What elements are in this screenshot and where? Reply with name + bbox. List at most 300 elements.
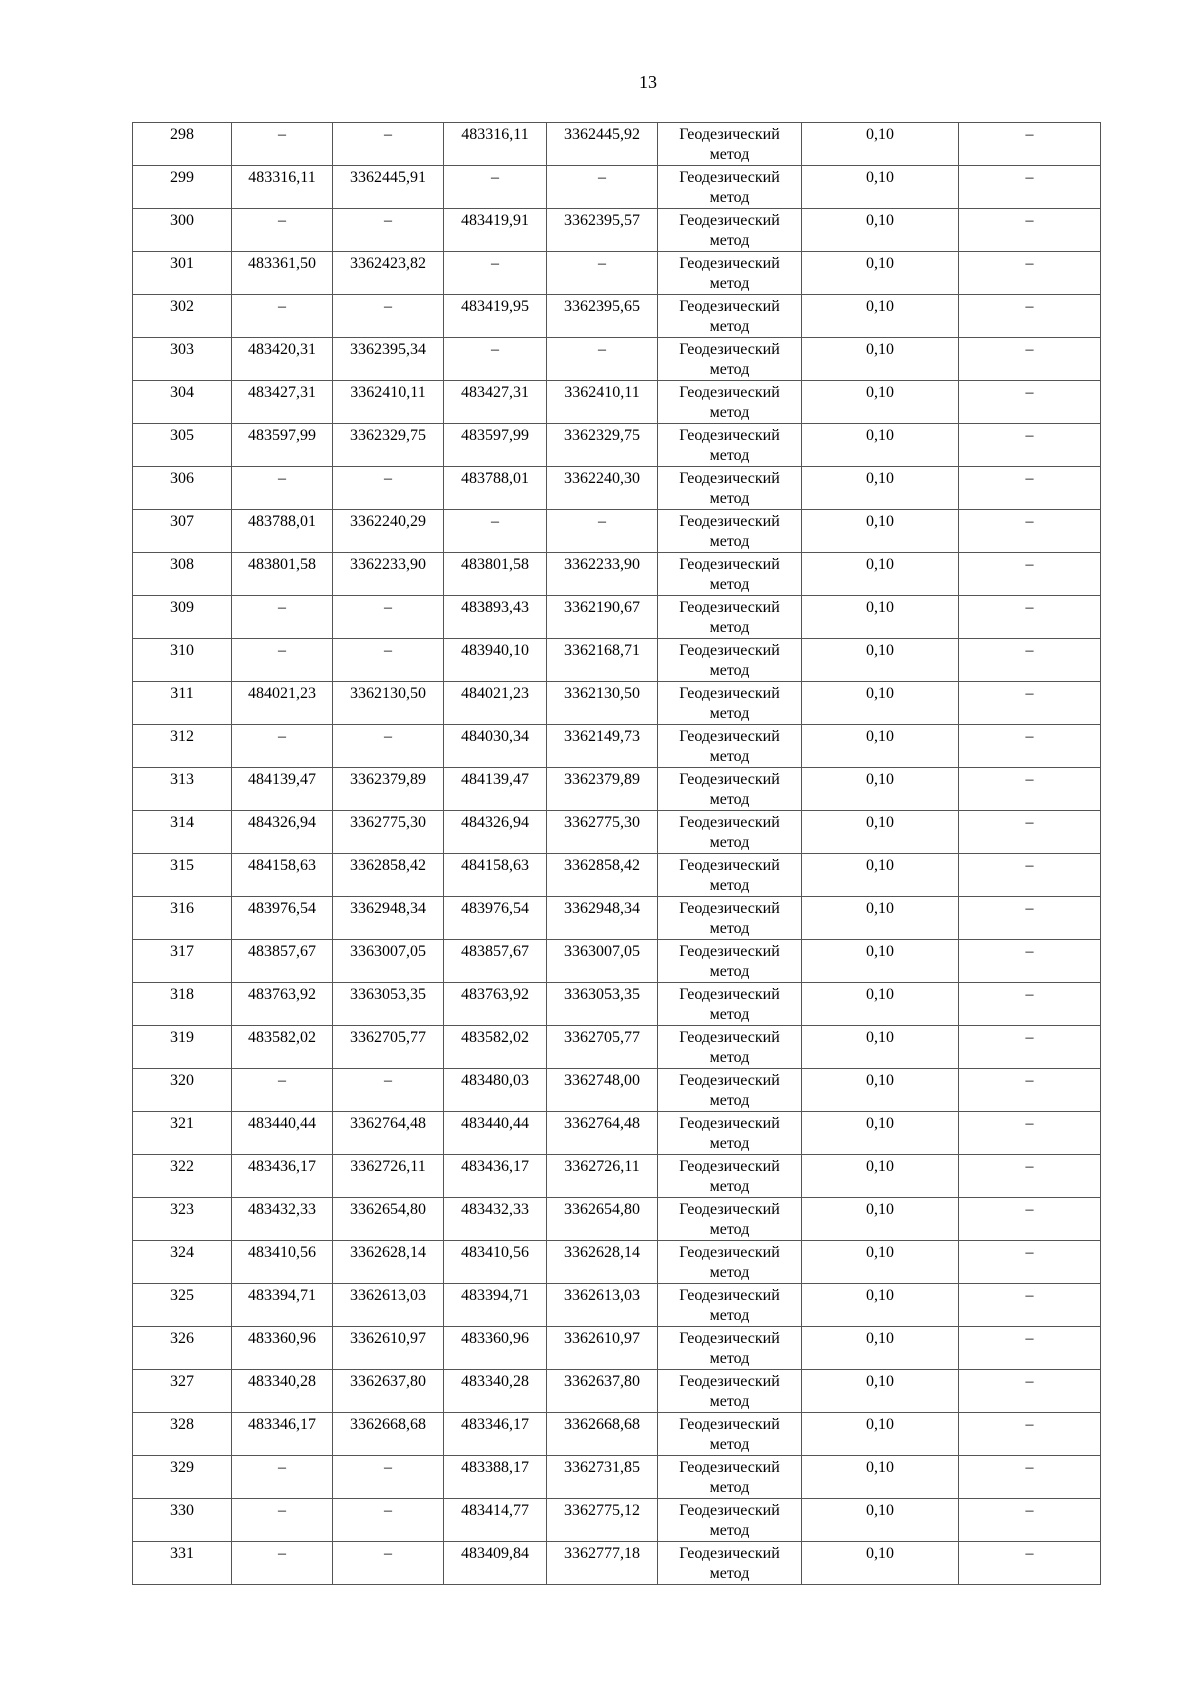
old-y-cell: 3362948,34 bbox=[333, 897, 444, 940]
accuracy-cell: 0,10 bbox=[802, 510, 959, 553]
new-y-cell: 3362654,80 bbox=[547, 1198, 658, 1241]
accuracy-cell: 0,10 bbox=[802, 768, 959, 811]
new-x-cell: 483419,91 bbox=[444, 209, 547, 252]
old-x-cell: 483597,99 bbox=[232, 424, 333, 467]
old-y-cell: – bbox=[333, 1456, 444, 1499]
old-y-cell: – bbox=[333, 725, 444, 768]
method-cell: Геодезический метод bbox=[658, 424, 802, 467]
new-x-cell: 483409,84 bbox=[444, 1542, 547, 1585]
table-row bbox=[133, 1284, 1101, 1327]
method-cell: Геодезический метод bbox=[658, 1112, 802, 1155]
old-y-cell: – bbox=[333, 123, 444, 166]
description-cell: – bbox=[959, 1499, 1101, 1542]
accuracy-cell: 0,10 bbox=[802, 295, 959, 338]
new-x-cell: 483597,99 bbox=[444, 424, 547, 467]
accuracy-cell: 0,10 bbox=[802, 1198, 959, 1241]
new-x-cell: 483801,58 bbox=[444, 553, 547, 596]
new-y-cell: 3362705,77 bbox=[547, 1026, 658, 1069]
old-x-cell: 483763,92 bbox=[232, 983, 333, 1026]
method-cell: Геодезический метод bbox=[658, 553, 802, 596]
table-row bbox=[133, 1026, 1101, 1069]
description-cell: – bbox=[959, 1542, 1101, 1585]
old-y-cell: – bbox=[333, 467, 444, 510]
table-row bbox=[133, 1499, 1101, 1542]
table-row bbox=[133, 854, 1101, 897]
method-cell: Геодезический метод bbox=[658, 854, 802, 897]
old-x-cell: – bbox=[232, 1499, 333, 1542]
accuracy-cell: 0,10 bbox=[802, 467, 959, 510]
description-cell: – bbox=[959, 1198, 1101, 1241]
new-x-cell: 483432,33 bbox=[444, 1198, 547, 1241]
method-cell: Геодезический метод bbox=[658, 897, 802, 940]
new-x-cell: – bbox=[444, 166, 547, 209]
description-cell: – bbox=[959, 381, 1101, 424]
method-cell: Геодезический метод bbox=[658, 166, 802, 209]
point-number-cell: 324 bbox=[133, 1241, 232, 1284]
point-number-cell: 311 bbox=[133, 682, 232, 725]
point-number-cell: 300 bbox=[133, 209, 232, 252]
method-cell: Геодезический метод bbox=[658, 381, 802, 424]
method-cell: Геодезический метод bbox=[658, 209, 802, 252]
new-x-cell: 483857,67 bbox=[444, 940, 547, 983]
old-x-cell: 483427,31 bbox=[232, 381, 333, 424]
point-number-cell: 304 bbox=[133, 381, 232, 424]
table-row bbox=[133, 983, 1101, 1026]
description-cell: – bbox=[959, 811, 1101, 854]
new-x-cell: 483388,17 bbox=[444, 1456, 547, 1499]
description-cell: – bbox=[959, 467, 1101, 510]
coordinates-table bbox=[132, 122, 1101, 1585]
new-y-cell: 3362329,75 bbox=[547, 424, 658, 467]
accuracy-cell: 0,10 bbox=[802, 1413, 959, 1456]
old-y-cell: 3362668,68 bbox=[333, 1413, 444, 1456]
accuracy-cell: 0,10 bbox=[802, 424, 959, 467]
description-cell: – bbox=[959, 338, 1101, 381]
old-x-cell: – bbox=[232, 1456, 333, 1499]
old-y-cell: – bbox=[333, 209, 444, 252]
method-cell: Геодезический метод bbox=[658, 1284, 802, 1327]
table-row bbox=[133, 1112, 1101, 1155]
old-x-cell: 483410,56 bbox=[232, 1241, 333, 1284]
description-cell: – bbox=[959, 1069, 1101, 1112]
old-x-cell: 483436,17 bbox=[232, 1155, 333, 1198]
accuracy-cell: 0,10 bbox=[802, 1026, 959, 1069]
method-cell: Геодезический метод bbox=[658, 1026, 802, 1069]
table-row bbox=[133, 940, 1101, 983]
description-cell: – bbox=[959, 725, 1101, 768]
accuracy-cell: 0,10 bbox=[802, 553, 959, 596]
new-y-cell: 3362948,34 bbox=[547, 897, 658, 940]
old-y-cell: 3362654,80 bbox=[333, 1198, 444, 1241]
description-cell: – bbox=[959, 854, 1101, 897]
point-number-cell: 316 bbox=[133, 897, 232, 940]
new-y-cell: 3362190,67 bbox=[547, 596, 658, 639]
method-cell: Геодезический метод bbox=[658, 811, 802, 854]
old-y-cell: 3362705,77 bbox=[333, 1026, 444, 1069]
old-y-cell: 3362726,11 bbox=[333, 1155, 444, 1198]
old-y-cell: 3362240,29 bbox=[333, 510, 444, 553]
old-x-cell: – bbox=[232, 209, 333, 252]
table-row bbox=[133, 1542, 1101, 1585]
old-y-cell: 3362637,80 bbox=[333, 1370, 444, 1413]
new-x-cell: 483480,03 bbox=[444, 1069, 547, 1112]
description-cell: – bbox=[959, 682, 1101, 725]
table-row bbox=[133, 252, 1101, 295]
point-number-cell: 326 bbox=[133, 1327, 232, 1370]
description-cell: – bbox=[959, 1026, 1101, 1069]
description-cell: – bbox=[959, 1112, 1101, 1155]
table-row bbox=[133, 1327, 1101, 1370]
point-number-cell: 320 bbox=[133, 1069, 232, 1112]
old-y-cell: – bbox=[333, 1499, 444, 1542]
description-cell: – bbox=[959, 1284, 1101, 1327]
old-x-cell: 483346,17 bbox=[232, 1413, 333, 1456]
point-number-cell: 303 bbox=[133, 338, 232, 381]
point-number-cell: 312 bbox=[133, 725, 232, 768]
new-x-cell: – bbox=[444, 510, 547, 553]
old-x-cell: – bbox=[232, 1542, 333, 1585]
old-y-cell: – bbox=[333, 639, 444, 682]
method-cell: Геодезический метод bbox=[658, 1069, 802, 1112]
method-cell: Геодезический метод bbox=[658, 1155, 802, 1198]
old-y-cell: 3362379,89 bbox=[333, 768, 444, 811]
old-y-cell: – bbox=[333, 1542, 444, 1585]
table-row bbox=[133, 209, 1101, 252]
new-y-cell: 3363053,35 bbox=[547, 983, 658, 1026]
new-y-cell: 3363007,05 bbox=[547, 940, 658, 983]
table-row bbox=[133, 1370, 1101, 1413]
table-body bbox=[133, 123, 1101, 1585]
description-cell: – bbox=[959, 1413, 1101, 1456]
old-x-cell: – bbox=[232, 725, 333, 768]
old-x-cell: 483340,28 bbox=[232, 1370, 333, 1413]
new-y-cell: 3362748,00 bbox=[547, 1069, 658, 1112]
new-x-cell: 484021,23 bbox=[444, 682, 547, 725]
accuracy-cell: 0,10 bbox=[802, 1284, 959, 1327]
table-row bbox=[133, 725, 1101, 768]
method-cell: Геодезический метод bbox=[658, 510, 802, 553]
method-cell: Геодезический метод bbox=[658, 1198, 802, 1241]
new-y-cell: – bbox=[547, 166, 658, 209]
new-y-cell: 3362775,12 bbox=[547, 1499, 658, 1542]
old-x-cell: 483394,71 bbox=[232, 1284, 333, 1327]
description-cell: – bbox=[959, 553, 1101, 596]
accuracy-cell: 0,10 bbox=[802, 1327, 959, 1370]
old-y-cell: – bbox=[333, 1069, 444, 1112]
point-number-cell: 317 bbox=[133, 940, 232, 983]
new-y-cell: – bbox=[547, 252, 658, 295]
table-row bbox=[133, 381, 1101, 424]
new-x-cell: – bbox=[444, 338, 547, 381]
old-x-cell: 483788,01 bbox=[232, 510, 333, 553]
old-y-cell: 3362613,03 bbox=[333, 1284, 444, 1327]
old-y-cell: 3362445,91 bbox=[333, 166, 444, 209]
description-cell: – bbox=[959, 596, 1101, 639]
description-cell: – bbox=[959, 209, 1101, 252]
old-x-cell: 483360,96 bbox=[232, 1327, 333, 1370]
accuracy-cell: 0,10 bbox=[802, 1499, 959, 1542]
old-y-cell: 3362329,75 bbox=[333, 424, 444, 467]
table-row bbox=[133, 553, 1101, 596]
table-row bbox=[133, 811, 1101, 854]
new-x-cell: 483788,01 bbox=[444, 467, 547, 510]
new-x-cell: 484158,63 bbox=[444, 854, 547, 897]
old-x-cell: – bbox=[232, 295, 333, 338]
description-cell: – bbox=[959, 768, 1101, 811]
description-cell: – bbox=[959, 639, 1101, 682]
old-x-cell: 483316,11 bbox=[232, 166, 333, 209]
old-x-cell: 483857,67 bbox=[232, 940, 333, 983]
table-row bbox=[133, 1241, 1101, 1284]
table-row bbox=[133, 768, 1101, 811]
point-number-cell: 329 bbox=[133, 1456, 232, 1499]
table-row bbox=[133, 510, 1101, 553]
method-cell: Геодезический метод bbox=[658, 252, 802, 295]
new-y-cell: 3362410,11 bbox=[547, 381, 658, 424]
point-number-cell: 325 bbox=[133, 1284, 232, 1327]
description-cell: – bbox=[959, 295, 1101, 338]
new-x-cell: – bbox=[444, 252, 547, 295]
old-x-cell: 484139,47 bbox=[232, 768, 333, 811]
new-y-cell: – bbox=[547, 338, 658, 381]
method-cell: Геодезический метод bbox=[658, 639, 802, 682]
table-row bbox=[133, 1413, 1101, 1456]
point-number-cell: 306 bbox=[133, 467, 232, 510]
old-y-cell: 3362628,14 bbox=[333, 1241, 444, 1284]
table-row bbox=[133, 639, 1101, 682]
new-y-cell: 3362149,73 bbox=[547, 725, 658, 768]
method-cell: Геодезический метод bbox=[658, 768, 802, 811]
accuracy-cell: 0,10 bbox=[802, 1542, 959, 1585]
new-x-cell: 484326,94 bbox=[444, 811, 547, 854]
point-number-cell: 328 bbox=[133, 1413, 232, 1456]
description-cell: – bbox=[959, 252, 1101, 295]
method-cell: Геодезический метод bbox=[658, 338, 802, 381]
new-x-cell: 483940,10 bbox=[444, 639, 547, 682]
old-y-cell: 3363007,05 bbox=[333, 940, 444, 983]
table-row bbox=[133, 123, 1101, 166]
new-y-cell: 3362610,97 bbox=[547, 1327, 658, 1370]
point-number-cell: 314 bbox=[133, 811, 232, 854]
old-x-cell: 484158,63 bbox=[232, 854, 333, 897]
new-x-cell: 484139,47 bbox=[444, 768, 547, 811]
old-x-cell: 484326,94 bbox=[232, 811, 333, 854]
description-cell: – bbox=[959, 510, 1101, 553]
method-cell: Геодезический метод bbox=[658, 1456, 802, 1499]
old-x-cell: – bbox=[232, 467, 333, 510]
new-x-cell: 483419,95 bbox=[444, 295, 547, 338]
old-y-cell: – bbox=[333, 596, 444, 639]
description-cell: – bbox=[959, 983, 1101, 1026]
new-x-cell: 483394,71 bbox=[444, 1284, 547, 1327]
table-row bbox=[133, 424, 1101, 467]
accuracy-cell: 0,10 bbox=[802, 1456, 959, 1499]
accuracy-cell: 0,10 bbox=[802, 252, 959, 295]
new-x-cell: 484030,34 bbox=[444, 725, 547, 768]
old-x-cell: 483420,31 bbox=[232, 338, 333, 381]
old-x-cell: 483440,44 bbox=[232, 1112, 333, 1155]
method-cell: Геодезический метод bbox=[658, 983, 802, 1026]
old-x-cell: 483582,02 bbox=[232, 1026, 333, 1069]
point-number-cell: 321 bbox=[133, 1112, 232, 1155]
old-x-cell: – bbox=[232, 1069, 333, 1112]
new-y-cell: 3362764,48 bbox=[547, 1112, 658, 1155]
table-row bbox=[133, 682, 1101, 725]
accuracy-cell: 0,10 bbox=[802, 1069, 959, 1112]
old-y-cell: 3362233,90 bbox=[333, 553, 444, 596]
new-y-cell: 3362637,80 bbox=[547, 1370, 658, 1413]
new-x-cell: 483893,43 bbox=[444, 596, 547, 639]
point-number-cell: 330 bbox=[133, 1499, 232, 1542]
method-cell: Геодезический метод bbox=[658, 1499, 802, 1542]
accuracy-cell: 0,10 bbox=[802, 725, 959, 768]
new-y-cell: 3362395,57 bbox=[547, 209, 658, 252]
point-number-cell: 319 bbox=[133, 1026, 232, 1069]
old-y-cell: 3362858,42 bbox=[333, 854, 444, 897]
point-number-cell: 299 bbox=[133, 166, 232, 209]
new-x-cell: 483436,17 bbox=[444, 1155, 547, 1198]
description-cell: – bbox=[959, 897, 1101, 940]
method-cell: Геодезический метод bbox=[658, 682, 802, 725]
point-number-cell: 318 bbox=[133, 983, 232, 1026]
new-x-cell: 483976,54 bbox=[444, 897, 547, 940]
old-y-cell: 3362410,11 bbox=[333, 381, 444, 424]
new-y-cell: 3362775,30 bbox=[547, 811, 658, 854]
old-y-cell: 3362130,50 bbox=[333, 682, 444, 725]
point-number-cell: 331 bbox=[133, 1542, 232, 1585]
point-number-cell: 322 bbox=[133, 1155, 232, 1198]
method-cell: Геодезический метод bbox=[658, 1542, 802, 1585]
point-number-cell: 310 bbox=[133, 639, 232, 682]
description-cell: – bbox=[959, 123, 1101, 166]
method-cell: Геодезический метод bbox=[658, 1413, 802, 1456]
description-cell: – bbox=[959, 1370, 1101, 1413]
old-y-cell: – bbox=[333, 295, 444, 338]
old-x-cell: 483801,58 bbox=[232, 553, 333, 596]
point-number-cell: 301 bbox=[133, 252, 232, 295]
table-row bbox=[133, 338, 1101, 381]
new-x-cell: 483340,28 bbox=[444, 1370, 547, 1413]
point-number-cell: 315 bbox=[133, 854, 232, 897]
point-number-cell: 327 bbox=[133, 1370, 232, 1413]
old-y-cell: 3362610,97 bbox=[333, 1327, 444, 1370]
new-y-cell: 3362130,50 bbox=[547, 682, 658, 725]
point-number-cell: 302 bbox=[133, 295, 232, 338]
new-x-cell: 483440,44 bbox=[444, 1112, 547, 1155]
old-x-cell: 483361,50 bbox=[232, 252, 333, 295]
table-row bbox=[133, 596, 1101, 639]
new-y-cell: 3362668,68 bbox=[547, 1413, 658, 1456]
new-x-cell: 483410,56 bbox=[444, 1241, 547, 1284]
new-x-cell: 483582,02 bbox=[444, 1026, 547, 1069]
method-cell: Геодезический метод bbox=[658, 467, 802, 510]
accuracy-cell: 0,10 bbox=[802, 811, 959, 854]
accuracy-cell: 0,10 bbox=[802, 166, 959, 209]
method-cell: Геодезический метод bbox=[658, 1327, 802, 1370]
accuracy-cell: 0,10 bbox=[802, 897, 959, 940]
accuracy-cell: 0,10 bbox=[802, 983, 959, 1026]
point-number-cell: 308 bbox=[133, 553, 232, 596]
description-cell: – bbox=[959, 1327, 1101, 1370]
table-row bbox=[133, 467, 1101, 510]
old-y-cell: 3362423,82 bbox=[333, 252, 444, 295]
method-cell: Геодезический метод bbox=[658, 1370, 802, 1413]
old-x-cell: – bbox=[232, 596, 333, 639]
accuracy-cell: 0,10 bbox=[802, 596, 959, 639]
description-cell: – bbox=[959, 1155, 1101, 1198]
table-row bbox=[133, 166, 1101, 209]
new-y-cell: 3362628,14 bbox=[547, 1241, 658, 1284]
point-number-cell: 305 bbox=[133, 424, 232, 467]
new-y-cell: 3362168,71 bbox=[547, 639, 658, 682]
accuracy-cell: 0,10 bbox=[802, 338, 959, 381]
accuracy-cell: 0,10 bbox=[802, 682, 959, 725]
point-number-cell: 309 bbox=[133, 596, 232, 639]
old-x-cell: 483432,33 bbox=[232, 1198, 333, 1241]
description-cell: – bbox=[959, 1241, 1101, 1284]
new-y-cell: 3362613,03 bbox=[547, 1284, 658, 1327]
new-y-cell: 3362240,30 bbox=[547, 467, 658, 510]
accuracy-cell: 0,10 bbox=[802, 1155, 959, 1198]
new-y-cell: 3362777,18 bbox=[547, 1542, 658, 1585]
method-cell: Геодезический метод bbox=[658, 1241, 802, 1284]
old-x-cell: 484021,23 bbox=[232, 682, 333, 725]
method-cell: Геодезический метод bbox=[658, 123, 802, 166]
point-number-cell: 323 bbox=[133, 1198, 232, 1241]
accuracy-cell: 0,10 bbox=[802, 854, 959, 897]
old-y-cell: 3362395,34 bbox=[333, 338, 444, 381]
new-y-cell: 3362233,90 bbox=[547, 553, 658, 596]
table-row bbox=[133, 1155, 1101, 1198]
accuracy-cell: 0,10 bbox=[802, 123, 959, 166]
accuracy-cell: 0,10 bbox=[802, 940, 959, 983]
table-row bbox=[133, 1456, 1101, 1499]
new-y-cell: 3362731,85 bbox=[547, 1456, 658, 1499]
new-y-cell: 3362395,65 bbox=[547, 295, 658, 338]
description-cell: – bbox=[959, 1456, 1101, 1499]
new-x-cell: 483414,77 bbox=[444, 1499, 547, 1542]
accuracy-cell: 0,10 bbox=[802, 1241, 959, 1284]
method-cell: Геодезический метод bbox=[658, 725, 802, 768]
table-row bbox=[133, 1198, 1101, 1241]
new-y-cell: 3362858,42 bbox=[547, 854, 658, 897]
accuracy-cell: 0,10 bbox=[802, 639, 959, 682]
point-number-cell: 298 bbox=[133, 123, 232, 166]
method-cell: Геодезический метод bbox=[658, 596, 802, 639]
accuracy-cell: 0,10 bbox=[802, 1112, 959, 1155]
table-row bbox=[133, 295, 1101, 338]
description-cell: – bbox=[959, 424, 1101, 467]
new-y-cell: 3362726,11 bbox=[547, 1155, 658, 1198]
description-cell: – bbox=[959, 940, 1101, 983]
point-number-cell: 313 bbox=[133, 768, 232, 811]
old-y-cell: 3363053,35 bbox=[333, 983, 444, 1026]
old-x-cell: – bbox=[232, 123, 333, 166]
method-cell: Геодезический метод bbox=[658, 940, 802, 983]
new-y-cell: – bbox=[547, 510, 658, 553]
accuracy-cell: 0,10 bbox=[802, 209, 959, 252]
page-number: 13 bbox=[639, 72, 657, 92]
new-x-cell: 483427,31 bbox=[444, 381, 547, 424]
table-row bbox=[133, 1069, 1101, 1112]
old-x-cell: 483976,54 bbox=[232, 897, 333, 940]
accuracy-cell: 0,10 bbox=[802, 1370, 959, 1413]
old-y-cell: 3362775,30 bbox=[333, 811, 444, 854]
description-cell: – bbox=[959, 166, 1101, 209]
old-y-cell: 3362764,48 bbox=[333, 1112, 444, 1155]
new-x-cell: 483346,17 bbox=[444, 1413, 547, 1456]
point-number-cell: 307 bbox=[133, 510, 232, 553]
